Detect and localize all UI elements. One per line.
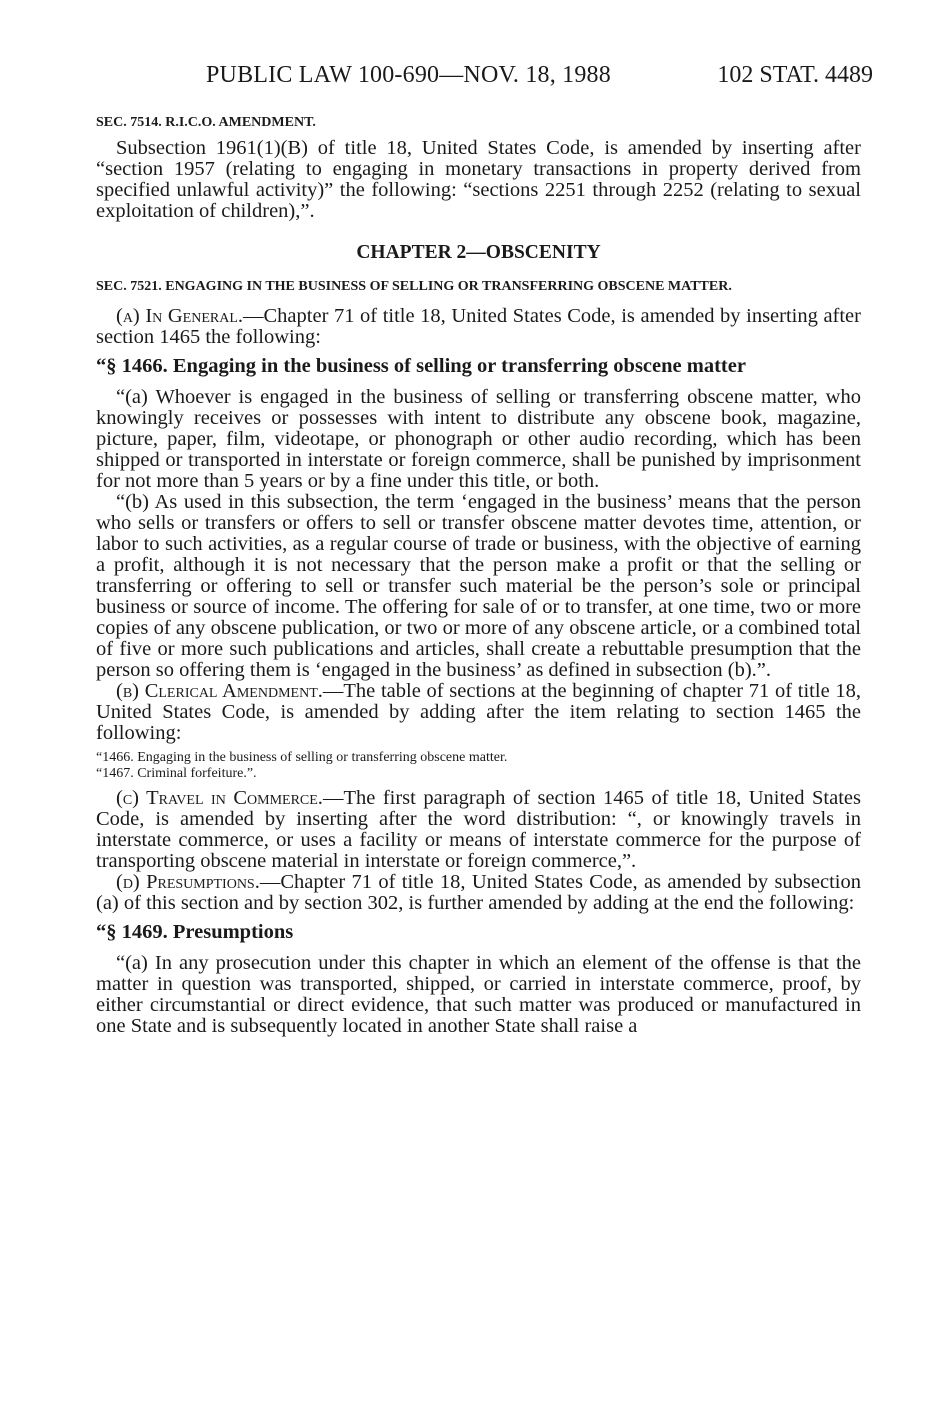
subsection-b-label: (b) Clerical Amendment. xyxy=(116,680,323,702)
chapter-heading: CHAPTER 2—OBSCENITY xyxy=(356,242,601,263)
subsection-d-text: —Chapter 71 of title 18, United States Code, as amended by subsection (a) of this section and by section 302, is further amended by adding at the end the following: xyxy=(96,871,862,914)
page-header xyxy=(96,62,873,102)
toc-item-1467: “1467. Criminal forfeiture.”. xyxy=(96,766,257,781)
section-7521-heading: SEC. 7521. ENGAGING IN THE BUSINESS OF SELLING OR TRANSFERRING OBSCENE MATTER. xyxy=(96,279,732,294)
subsection-c-label: (c) Travel in Commerce. xyxy=(116,787,323,809)
section-1469-a: “(a) In any prosecution under this chapter in which an element of the offense is that the matter in question was transported, shipped, or carried in interstate commerce, proof, by either circumstantial or direct evidence, that such matter was produced or manufactured in one State and is subsequently located in another State shall raise a xyxy=(96,952,861,1037)
subsection-a-text: —Chapter 71 of title 18, United States Code, is amended by inserting after section 1465 the following: xyxy=(96,305,861,348)
subsection-c xyxy=(96,788,861,872)
section-1469-heading: “§ 1469. Presumptions xyxy=(96,921,294,943)
subsection-a-label: (a) In General. xyxy=(116,305,243,327)
section-1466-b: “(b) As used in this subsection, the term ‘engaged in the business’ means that the person who sells or transfers or offers to sell or transfer obscene matter devotes time, attention, or labor to such activities, as a regular course of trade or business, with the objective of earning a profit, although it is not necessary that the person make a profit or that the selling or transferring or offering to sell or transfer such material be the person’s sole or principal business or source of income. The offering for sale of or to transfer, at one time, two or more copies of any obscene publication, or two or more of any obscene article, or a combined total of five or more such publications and articles, shall create a rebuttable presumption that the person so offering them is ‘engaged in the business’ as defined in subsection (b).”. xyxy=(96,491,861,681)
statute-citation: 102 STAT. 4489 xyxy=(717,62,873,88)
subsection-b xyxy=(96,681,861,744)
subsection-b-text: —The table of sections at the beginning of chapter 71 of title 18, United States Code, is amended by adding after the item relating to section 1465 the following: xyxy=(96,680,862,744)
section-1466-a: “(a) Whoever is engaged in the business of selling or transferring obscene matter, who knowingly receives or possesses with intent to distribute any obscene book, magazine, picture, paper, film, videotape, or phonograph or other audio recording, which has been shipped or transported in interstate or foreign commerce, shall be punished by imprisonment for not more than 5 years or by a fine under this title, or both. xyxy=(96,386,861,492)
subsection-c-text: —The first paragraph of section 1465 of title 18, United States Code, is amended by inserting after the word distribution: “, or knowingly travels in interstate commerce, or uses a facility or means of interstate commerce for the purpose of transporting obscene material in interstate or foreign commerce,”. xyxy=(96,787,861,872)
document-page xyxy=(96,62,873,1037)
subsection-d-label: (d) Presumptions. xyxy=(116,871,260,893)
law-title: PUBLIC LAW 100-690—NOV. 18, 1988 xyxy=(206,62,611,88)
subsection-a xyxy=(96,306,861,348)
toc-item-1466: “1466. Engaging in the business of selling or transferring obscene matter. xyxy=(96,750,508,765)
section-7514-body: Subsection 1961(1)(B) of title 18, United States Code, is amended by inserting after “section 1957 (relating to engaging in monetary transactions in property derived from specified unlawful activity)” the following: “sections 2251 through 2252 (relating to sexual exploitation of children),”. xyxy=(96,137,861,222)
section-1466-heading: “§ 1466. Engaging in the business of selling or transferring obscene matter xyxy=(96,355,746,377)
section-7514-heading: SEC. 7514. R.I.C.O. AMENDMENT. xyxy=(96,115,316,130)
subsection-d xyxy=(96,872,861,914)
